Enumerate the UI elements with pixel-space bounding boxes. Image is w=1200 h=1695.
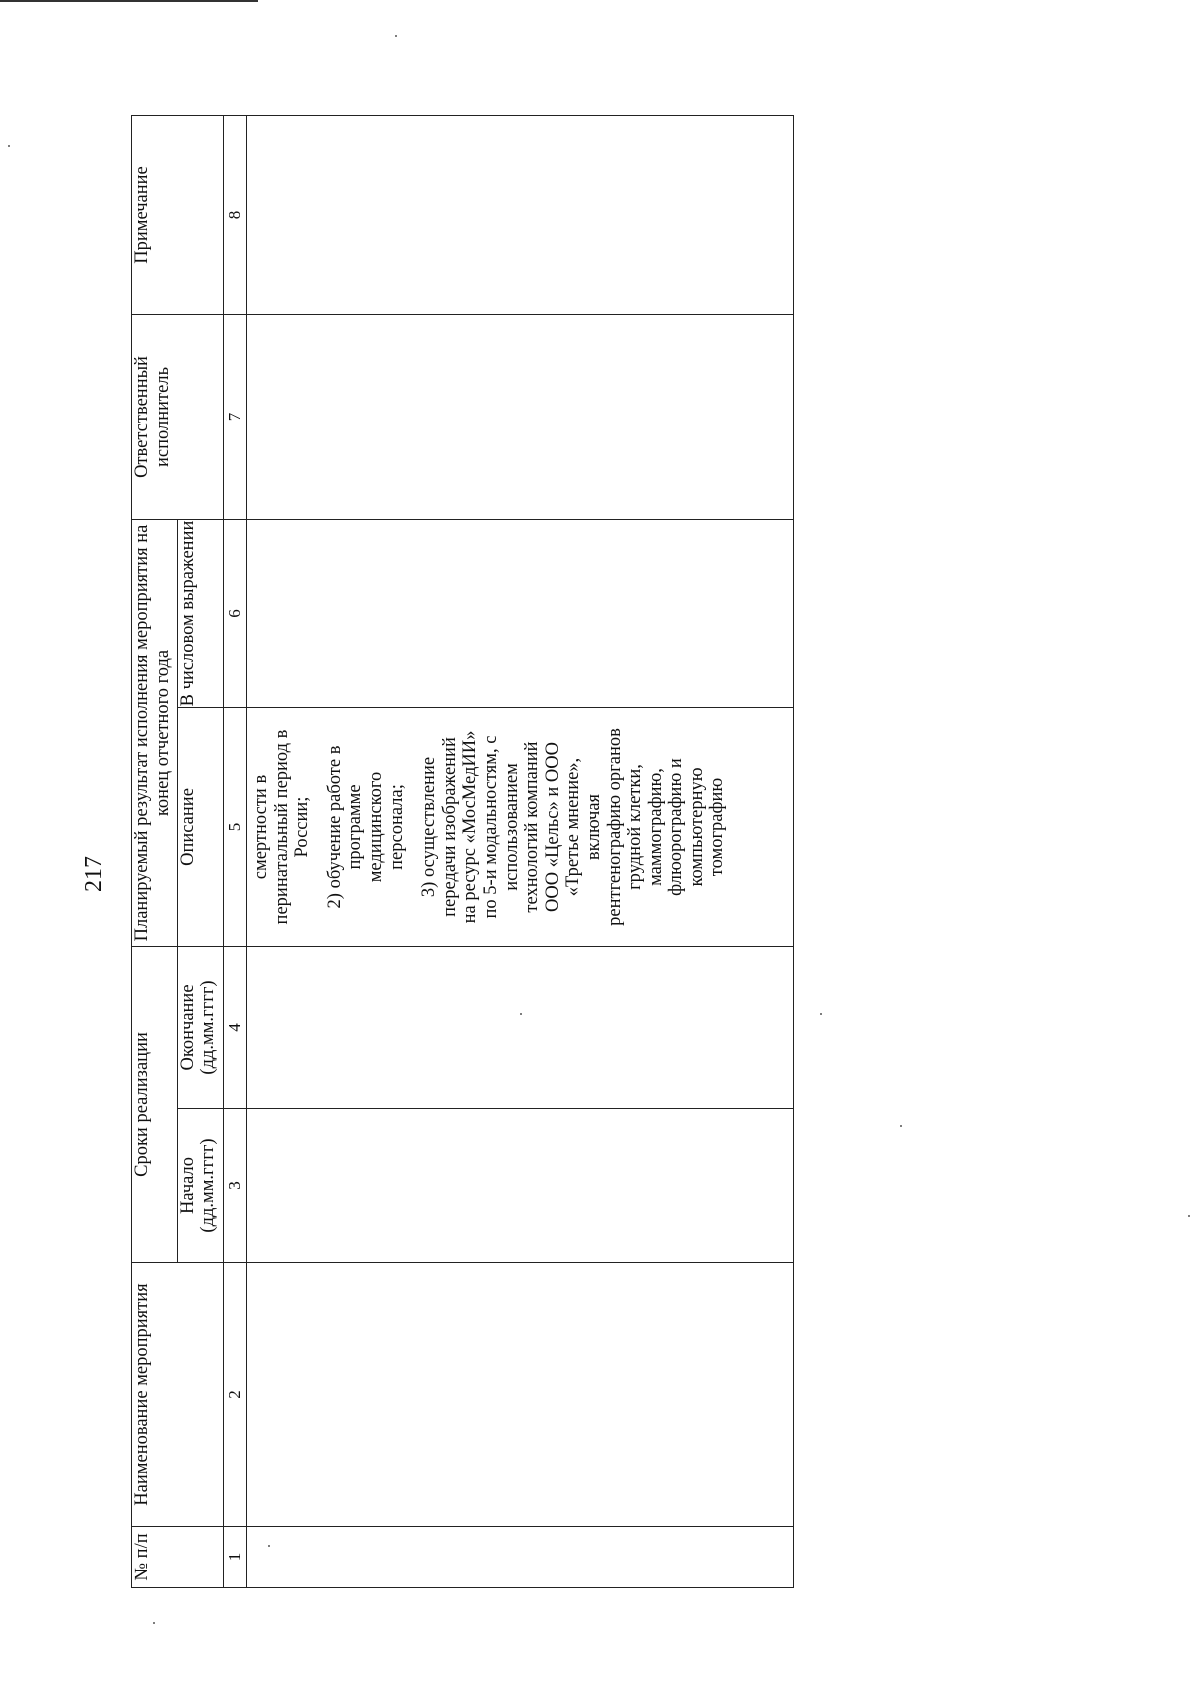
description-line: программе: [345, 784, 366, 870]
row-event-name-cell: [247, 1263, 794, 1527]
events-table: [131, 115, 794, 1588]
description-line: 2) обучение работе в: [324, 745, 345, 909]
rotated-page-content: [131, 116, 794, 1588]
description-gap: [313, 708, 325, 946]
description-line: технологий компаний: [522, 741, 543, 913]
row-note-cell: [247, 115, 794, 314]
scan-speck: [8, 145, 10, 147]
header-number: № п/п: [132, 1527, 224, 1588]
header-start-date: Начало (дд.мм.гггг): [178, 1109, 224, 1263]
page-number: 217: [80, 856, 107, 892]
description-text: [247, 708, 728, 946]
description-line: на ресурс «МосМедИИ»: [460, 730, 481, 924]
description-line: включая: [583, 793, 604, 861]
scan-speck: [820, 1013, 822, 1015]
description-line: флюорографию и: [666, 758, 687, 896]
header-result-group: Планируемый результат исполнения мероприятия на конец отчетного года: [132, 519, 178, 946]
description-line: «Третье мнение»,: [563, 757, 584, 897]
description-line: смертности в: [251, 774, 271, 880]
scan-speck: [268, 1545, 270, 1547]
description-line: использованием: [501, 763, 522, 891]
top-edge-rule: [0, 0, 258, 2]
description-line: компьютерную: [686, 767, 707, 887]
scan-speck: [153, 1622, 155, 1624]
column-number-4: 4: [224, 947, 247, 1109]
description-line: персонала;: [386, 784, 407, 870]
description-line: по 5-и модальностям, с: [480, 735, 501, 919]
header-numeric-value: В числовом выражении: [178, 519, 224, 707]
column-number-5: 5: [224, 708, 247, 947]
description-line: перинатальный период в: [271, 729, 292, 925]
header-description: Описание: [178, 708, 224, 947]
scan-speck: [520, 1013, 522, 1015]
description-line: передачи изображений: [439, 737, 460, 917]
description-line: грудной клетки,: [625, 764, 646, 890]
column-number-2: 2: [224, 1263, 247, 1527]
column-number-6: 6: [224, 519, 247, 707]
description-line: России;: [292, 796, 313, 858]
description-line: 3) осуществление: [419, 756, 440, 898]
description-line: маммографию,: [645, 768, 666, 886]
header-event-name: Наименование мероприятия: [132, 1263, 224, 1527]
column-number-3: 3: [224, 1109, 247, 1263]
row-end-date-cell: [247, 947, 794, 1109]
header-responsible: Ответственный исполнитель: [132, 314, 224, 519]
column-number-8: 8: [224, 115, 247, 314]
row-responsible-cell: [247, 314, 794, 519]
description-line: медицинского: [365, 771, 386, 883]
row-start-date-cell: [247, 1109, 794, 1263]
scan-speck: [1188, 1215, 1190, 1217]
description-gap: [407, 708, 419, 946]
row-number-cell: [247, 1527, 794, 1588]
description-line: ООО «Цельс» и ООО: [542, 742, 563, 912]
column-number-1: 1: [224, 1527, 247, 1588]
scan-speck: [900, 1125, 902, 1127]
row-description-cell: [247, 708, 794, 947]
row-numeric-cell: [247, 519, 794, 707]
header-timeline-group: Сроки реализации: [132, 947, 178, 1263]
scan-speck: [395, 35, 397, 37]
description-line: рентгенографию органов: [604, 728, 625, 926]
column-number-7: 7: [224, 314, 247, 519]
header-end-date: Окончание (дд.мм.гггг): [178, 947, 224, 1109]
header-note: Примечание: [132, 115, 224, 314]
description-line: томографию: [707, 777, 728, 877]
